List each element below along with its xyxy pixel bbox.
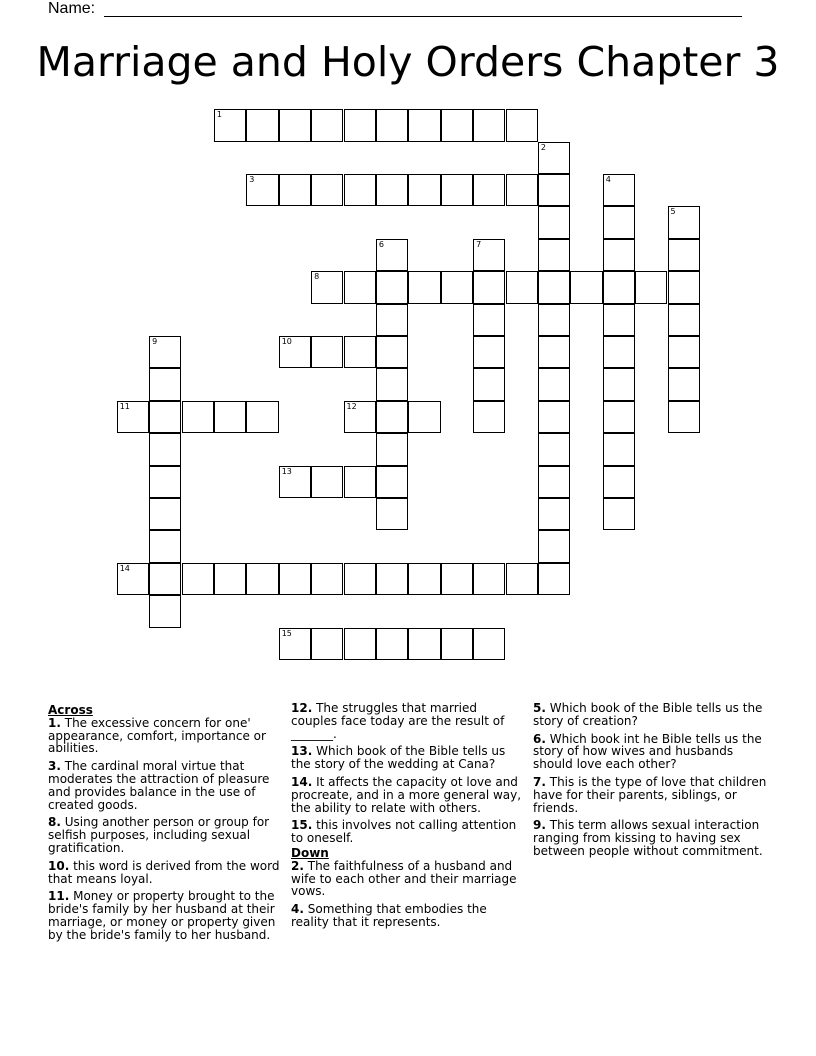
crossword-cell[interactable] [603,433,635,465]
clues-column-1 [48,702,280,947]
crossword-cell[interactable] [311,109,343,141]
clue-across-13: 13. Which book of the Bible tells us the story of the wedding at Cana? [291,744,506,772]
crossword-cell[interactable] [311,174,343,206]
crossword-cell[interactable] [344,336,376,368]
crossword-cell[interactable] [538,433,570,465]
crossword-cell[interactable] [376,466,408,498]
crossword-cell[interactable] [311,336,343,368]
page-title: Marriage and Holy Orders Chapter 3 [36,38,780,86]
clue-down-4: 4. Something that embodies the reality that it represents. [291,902,487,929]
crossword-cell[interactable] [182,401,214,433]
crossword-cell[interactable] [603,304,635,336]
crossword-cell[interactable] [473,401,505,433]
clue-down-5: 5. Which book of the Bible tells us the story of creation? [533,701,763,728]
clue-number: 8 [314,272,320,282]
clues-column-3 [533,702,769,863]
crossword-cell[interactable] [538,401,570,433]
clue-number: 5 [670,207,676,217]
clue-across-8: 8. Using another person or group for selfish purposes, including sexual gratification. [48,815,270,855]
clue-number: 14 [119,563,130,573]
crossword-cell[interactable] [376,433,408,465]
crossword-cell[interactable] [603,368,635,400]
crossword-cell[interactable] [408,628,440,660]
crossword-cell[interactable] [441,109,473,141]
crossword-cell[interactable] [506,109,538,141]
crossword-cell[interactable] [506,174,538,206]
clue-number: 9 [152,337,158,346]
clue-down-6: 6. Which book int he Bible tells us the story of how wives and husbands should love each other? [533,731,762,772]
crossword-cell[interactable] [603,466,635,498]
crossword-cell[interactable] [570,271,602,303]
crossword-cell[interactable] [246,563,278,595]
clue-across-15: 15. this involves not calling attention to oneself. [291,818,517,846]
crossword-cell[interactable] [668,304,700,336]
crossword-cell[interactable] [506,271,538,303]
crossword-cell[interactable] [279,109,311,141]
crossword-cell[interactable] [246,401,278,433]
crossword-cell[interactable] [473,271,505,303]
crossword-cell[interactable] [279,563,311,595]
crossword-cell[interactable] [441,628,473,660]
crossword-cell[interactable] [311,466,343,498]
crossword-cell[interactable] [408,563,440,595]
crossword-cell[interactable] [376,174,408,206]
clue-down-9: 9. This term allows sexual interaction ranging from kissing to having sex between people without commitment. [533,818,763,858]
crossword-cell[interactable] [117,563,149,595]
name-label: Name: [48,0,96,17]
crossword-cell[interactable] [408,271,440,303]
crossword-cell[interactable] [344,466,376,498]
crossword-cell[interactable] [311,563,343,595]
clue-number: 13 [281,466,292,476]
crossword-cell[interactable] [668,336,700,368]
crossword-cell[interactable] [538,304,570,336]
clue-number: 12 [346,401,357,411]
crossword-cell[interactable] [408,401,440,433]
crossword-cell[interactable] [279,628,311,660]
across-heading: Across [48,703,93,717]
clue-number: 11 [119,401,130,411]
crossword-cell[interactable] [311,271,343,303]
crossword-cell[interactable] [603,336,635,368]
crossword-cell[interactable] [473,368,505,400]
crossword-cell[interactable] [603,239,635,271]
crossword-cell[interactable] [473,628,505,660]
crossword-cell[interactable] [214,563,246,595]
clue-number: 2 [540,142,546,152]
crossword-cell[interactable] [149,563,181,595]
crossword-cell[interactable] [538,174,570,206]
crossword-cell[interactable] [344,628,376,660]
clue-across-11: 11. Money or property brought to the bride's family by her husband at their marriage, or money or property given by the bride's family to her husband. [48,889,276,942]
crossword-cell[interactable] [376,304,408,336]
crossword-cell[interactable] [668,239,700,271]
clue-number: 6 [378,239,384,249]
crossword-cell[interactable] [149,368,181,400]
crossword-cell[interactable] [149,401,181,433]
clue-down-7: 7. This is the type of love that children have for their parents, siblings, or friends. [533,774,767,815]
crossword-cell[interactable] [538,271,570,303]
crossword-cell[interactable] [603,174,635,206]
crossword-cell[interactable] [214,401,246,433]
crossword-cell[interactable] [279,174,311,206]
crossword-cell[interactable] [376,628,408,660]
crossword-cell[interactable] [408,174,440,206]
crossword-cell[interactable] [538,142,570,174]
crossword-cell[interactable] [376,109,408,141]
crossword-cell[interactable] [538,368,570,400]
crossword-cell[interactable] [376,498,408,530]
crossword-cell[interactable] [473,109,505,141]
crossword-cell[interactable] [344,563,376,595]
clue-number: 1 [216,110,222,120]
crossword-cell[interactable] [506,563,538,595]
clue-across-1: 1. The excessive concern for one' appearance, comfort, importance or abilities. [48,715,266,756]
clue-number: 15 [281,628,292,638]
crossword-cell[interactable] [635,271,667,303]
crossword-cell[interactable] [538,563,570,595]
crossword-cell[interactable] [473,336,505,368]
crossword-cell[interactable] [408,109,440,141]
crossword-cell[interactable] [473,239,505,271]
down-heading: Down [291,845,329,860]
crossword-cell[interactable] [117,401,149,433]
clue-number: 7 [476,239,482,249]
crossword-cell[interactable] [668,368,700,400]
crossword-cell[interactable] [149,530,181,562]
clue-across-10: 10. this word is derived from the word that means loyal. [48,858,280,886]
crossword-cell[interactable] [538,498,570,530]
crossword-cell[interactable] [149,498,181,530]
crossword-cell[interactable] [344,109,376,141]
crossword-cell[interactable] [376,271,408,303]
crossword-cell[interactable] [473,304,505,336]
crossword-cell[interactable] [376,239,408,271]
crossword-cell[interactable] [538,206,570,238]
clue-number: 10 [281,337,292,346]
crossword-cell[interactable] [603,498,635,530]
crossword-cell[interactable] [441,271,473,303]
crossword-cell[interactable] [376,563,408,595]
crossword-cell[interactable] [538,239,570,271]
crossword-cell[interactable] [538,336,570,368]
crossword-cell[interactable] [668,206,700,238]
crossword-cell[interactable] [149,336,181,368]
crossword-cell[interactable] [182,563,214,595]
crossword-cell[interactable] [344,401,376,433]
clue-number: 4 [605,175,611,184]
crossword-cell[interactable] [473,174,505,206]
crossword-cell[interactable] [279,336,311,368]
crossword-cell[interactable] [441,563,473,595]
crossword-cell[interactable] [344,174,376,206]
crossword-cell[interactable] [376,401,408,433]
crossword-cell[interactable] [473,563,505,595]
crossword-cell[interactable] [603,271,635,303]
crossword-cell[interactable] [603,401,635,433]
crossword-cell[interactable] [668,271,700,303]
clue-across-12: 12. The struggles that married couples face today are the result of _______. [291,701,505,741]
crossword-cell[interactable] [149,466,181,498]
crossword-cell[interactable] [149,595,181,627]
clues-column-2 [291,702,523,934]
crossword-cell[interactable] [246,109,278,141]
crossword-cell[interactable] [246,174,278,206]
crossword-cell[interactable] [376,368,408,400]
crossword-cell[interactable] [668,401,700,433]
crossword-cell[interactable] [279,466,311,498]
clue-across-14: 14. It affects the capacity ot love and procreate, and in a more general way, the ability to relate with others. [291,774,522,815]
clue-across-3: 3. The cardinal moral virtue that moderates the attraction of pleasure and provides balance in the use of created goods. [48,759,270,812]
crossword-cell[interactable] [149,433,181,465]
crossword-cell[interactable] [214,109,246,141]
clue-number: 3 [249,175,255,184]
clue-down-2: 2. The faithfulness of a husband and wife to each other and their marriage vows. [291,858,517,899]
crossword-cell[interactable] [538,466,570,498]
crossword-cell[interactable] [376,336,408,368]
crossword-cell[interactable] [441,174,473,206]
crossword-cell[interactable] [538,530,570,562]
crossword-cell[interactable] [603,206,635,238]
crossword-cell[interactable] [311,628,343,660]
crossword-cell[interactable] [344,271,376,303]
